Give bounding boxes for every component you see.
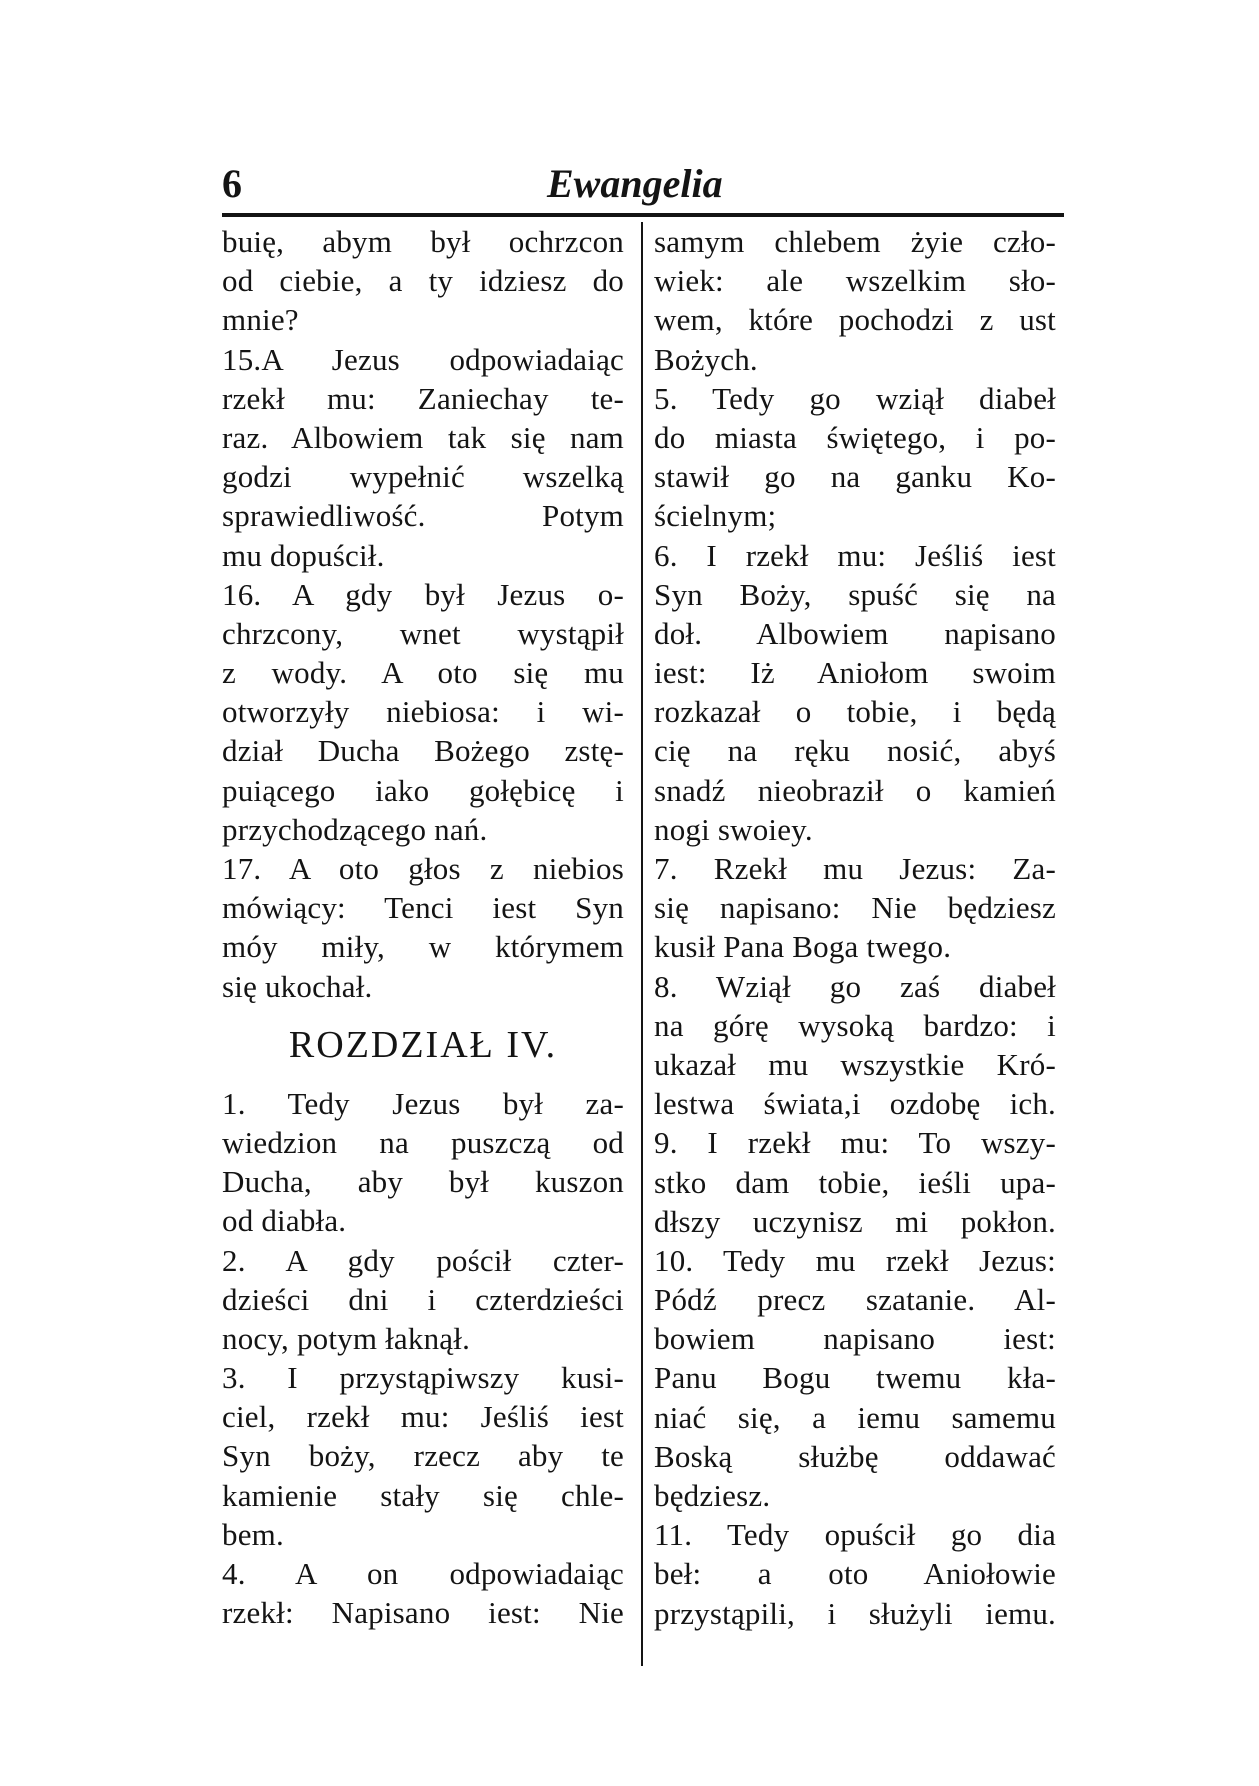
text-line: nogi swoiey.: [654, 811, 813, 847]
text-line: na górę wysoką bardzo: i: [654, 1007, 1056, 1043]
text-line: rozkazał o tobie, i będą: [654, 694, 1056, 730]
text-line: przychodzącego nań.: [222, 811, 488, 847]
text-line: się ukochał.: [222, 968, 373, 1004]
text-line: 9. I rzekł mu: To wszy-: [654, 1125, 1056, 1161]
text-line: 11. Tedy opuścił go dia: [654, 1517, 1056, 1553]
text-line: ścielnym;: [654, 498, 777, 534]
text-line: rzekł: Napisano iest: Nie: [222, 1595, 624, 1631]
text-line: Pódź precz szatanie. Al-: [654, 1282, 1056, 1318]
text-line: bem.: [222, 1516, 284, 1552]
text-line: wiedzion na puszczą od: [222, 1124, 624, 1160]
text-line: bowiem napisano iest:: [654, 1321, 1056, 1357]
text-line: samym chlebem żyie czło-: [654, 224, 1056, 259]
text-line: ciel, rzekł mu: Jeśliś iest: [222, 1399, 624, 1435]
text-line: wiek: ale wszelkim sło-: [654, 263, 1056, 299]
text-line: snadź nieobraził o kamień: [654, 772, 1056, 808]
text-line: stko dam tobie, ieśli upa-: [654, 1164, 1056, 1200]
text-line: mówiący: Tenci iest Syn: [222, 890, 624, 926]
text-line: Panu Bogu twemu kła-: [654, 1360, 1056, 1396]
text-line: nocy, potym łaknął.: [222, 1320, 471, 1356]
text-line: przystąpili, i służyli iemu.: [654, 1595, 1056, 1631]
text-line: raz. Albowiem tak się nam: [222, 419, 624, 455]
text-line: niać się, a iemu samemu: [654, 1399, 1056, 1435]
text-line: puiącego iako gołębicę i: [222, 772, 624, 808]
text-line: iest: Iż Aniołom swoim: [654, 655, 1056, 691]
page-number: 6: [222, 161, 242, 206]
text-line: z wody. A oto się mu: [222, 655, 624, 691]
text-line: rzekł mu: Zaniechay te-: [222, 380, 624, 416]
text-line: mu dopuścił.: [222, 537, 385, 573]
header-rule: [222, 213, 1064, 217]
text-line: od diabła.: [222, 1203, 347, 1239]
text-line: od ciebie, a ty idziesz do: [222, 263, 624, 299]
text-line: 15.A Jezus odpowiadaiąc: [222, 341, 624, 377]
right-column: [654, 222, 1056, 1633]
text-line: dział Ducha Bożego zstę-: [222, 733, 624, 769]
text-line: 5. Tedy go wziął diabeł: [654, 380, 1056, 416]
text-line: dłszy uczynisz mi pokłon.: [654, 1203, 1056, 1239]
left-column: [222, 222, 624, 1632]
text-line: wem, które pochodzi z ust: [654, 302, 1056, 338]
text-line: będziesz.: [654, 1478, 771, 1513]
text-line: Syn boży, rzecz aby te: [222, 1438, 624, 1474]
text-line: buię, abym był ochrzcon: [222, 224, 624, 259]
text-line: 1. Tedy Jezus był za-: [222, 1085, 624, 1121]
text-line: 3. I przystąpiwszy kusi-: [222, 1360, 624, 1396]
text-line: 17. A oto głos z niebios: [222, 851, 624, 886]
running-title: Ewangelia: [547, 161, 723, 206]
text-line: otworzyły niebiosa: i wi-: [222, 694, 624, 730]
text-line: 6. I rzekł mu: Jeśliś iest: [654, 537, 1056, 573]
text-line: 4. A on odpowiadaiąc: [222, 1556, 624, 1591]
text-line: beł: a oto Aniołowie: [654, 1556, 1056, 1592]
text-line: stawił go na ganku Ko-: [654, 459, 1056, 495]
chapter-heading: ROZDZIAŁ IV.: [288, 1023, 558, 1066]
text-line: do miasta świętego, i po-: [654, 419, 1056, 455]
text-line: móy miły, w którymem: [222, 929, 624, 965]
text-line: chrzcony, wnet wystąpił: [222, 615, 624, 651]
text-line: 7. Rzekł mu Jezus: Za-: [654, 851, 1056, 886]
text-line: kusił Pana Boga twego.: [654, 929, 952, 965]
text-line: Bożych.: [654, 341, 758, 377]
text-line: Ducha, aby był kuszon: [222, 1164, 624, 1200]
text-line: ukazał mu wszystkie Kró-: [654, 1046, 1056, 1082]
text-line: kamienie stały się chle-: [222, 1477, 624, 1513]
text-line: 10. Tedy mu rzekł Jezus:: [654, 1242, 1056, 1278]
text-line: cię na ręku nosić, abyś: [654, 733, 1056, 769]
text-line: 2. A gdy pościł czter-: [222, 1242, 624, 1278]
text-line: 8. Wziął go zaś diabeł: [654, 968, 1056, 1004]
text-line: się napisano: Nie będziesz: [654, 890, 1056, 926]
text-line: dzieści dni i czterdzieści: [222, 1281, 624, 1317]
text-line: godzi wypełnić wszelką: [222, 459, 624, 495]
column-divider: [641, 222, 643, 1666]
text-line: mnie?: [222, 302, 299, 338]
page-header: [0, 160, 1259, 210]
text-line: sprawiedliwość. Potym: [222, 498, 624, 534]
text-line: 16. A gdy był Jezus o-: [222, 576, 624, 612]
text-line: Syn Boży, spuść się na: [654, 576, 1056, 612]
text-line: lestwa świata,i ozdobę ich.: [654, 1086, 1056, 1122]
text-line: doł. Albowiem napisano: [654, 615, 1056, 651]
text-line: Boską służbę oddawać: [654, 1438, 1056, 1474]
